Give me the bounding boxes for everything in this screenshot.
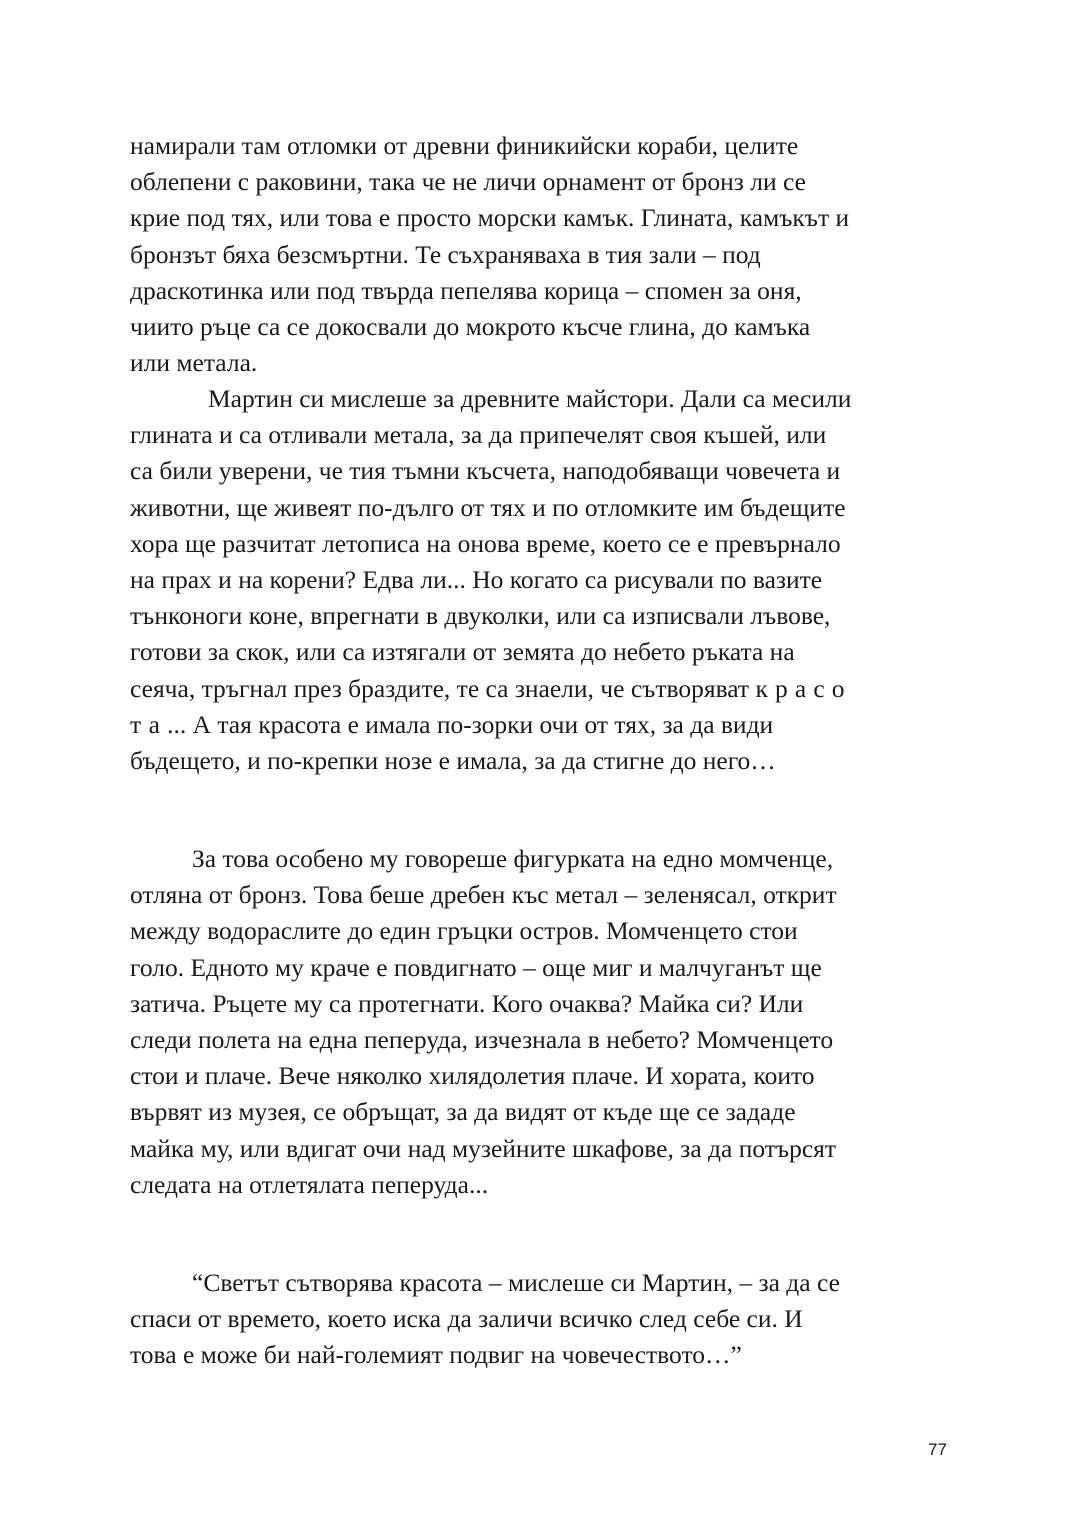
text-line: драскотинка или под твърда пепелява корица – спомен за оня, [130, 275, 802, 305]
text-line: За това особено му говореше фигурката на едно момченце, [192, 844, 834, 873]
text-line: стои и плаче. Вече няколко хилядолетия плаче. И хората, които [130, 1061, 815, 1091]
text-segment: ... А тая красота е имала по-зорки очи от тях, за да види [167, 709, 774, 739]
text-line: вървят из музея, се обръщат, за да видят от къде ще се зададе [130, 1097, 796, 1127]
text-line: тънконоги коне, впрегнати в двуколки, или са изписвали лъвове, [130, 601, 831, 631]
text-line: облепени с раковини, така че не личи орнамент от бронз ли се [130, 167, 806, 197]
text-line [130, 671, 960, 707]
text-line: майка му, или вдигат очи над музейните шкафове, за да потърсят [130, 1133, 837, 1163]
page-number: 77 [928, 1440, 947, 1459]
text-line: животни, ще живеят по-дълго от тях и по отломките им бъдещите [130, 492, 846, 522]
text-segment: сеяча, тръгнал през браздите, те са знаели, че сътворяват [130, 673, 756, 703]
text-line: отляна от бронз. Това беше дребен къс метал – зеленясал, открит [130, 880, 837, 910]
text-line: чиито ръце са се докосвали до мокрото късче глина, до камъка [130, 312, 811, 342]
paragraph-bronze-boy [130, 841, 960, 1203]
text-line: са били уверени, че тия тъмни късчета, наподобяващи човечета и [130, 456, 841, 486]
text-line: “Светът сътворява красота – мислеше си Мартин, – за да се [192, 1268, 840, 1297]
text-line: следата на отлетялата пеперуда... [130, 1169, 489, 1199]
text-line: намирали там отломки от древни финикийски кораби, целите [130, 131, 799, 160]
text-line: хора ще разчитат летописа на онова време, което се е превърнало [130, 528, 841, 558]
text-line [130, 707, 960, 743]
text-line: голо. Едното му краче е повдигнато – още миг и малчуганът ще [130, 952, 822, 982]
text-line: на прах и на корени? Едва ли... Но когато са рисували по вазите [130, 565, 823, 595]
text-line: Мартин си мислеше за древните майстори. Дали са месили [208, 384, 852, 413]
text-line: спаси от времето, което иска да заличи всичко след себе си. И [130, 1304, 803, 1334]
spaced-word: та [130, 709, 168, 739]
text-line: бъдещето, и по-крепки нозе е имала, за да стигне до него… [130, 746, 776, 776]
paragraph-continuation [130, 128, 960, 381]
text-line: това е може би най-големият подвиг на човечеството…” [130, 1340, 742, 1370]
text-line: крие под тях, или това е просто морски камък. Глината, камъкът и [130, 203, 850, 233]
text-line: готови за скок, или са изтягали от земята до небето ръката на [130, 637, 795, 667]
text-line: глината и са отливали метала, за да припечелят своя къшей, или [130, 420, 827, 450]
text-line: следи полета на една пеперуда, изчезнала в небето? Момченцето [130, 1025, 834, 1055]
text-line: затича. Ръцете му са протегнати. Кого очаква? Майка си? Или [130, 988, 804, 1018]
text-line: бронзът бяха безсмъртни. Те съхраняваха в тия зали – под [130, 239, 761, 269]
text-line: или метала. [130, 348, 258, 378]
spaced-word: красо [755, 673, 852, 703]
paragraph-martin-masters [130, 381, 960, 779]
text-line: между водораслите до един гръцки остров. Момченцето стои [130, 916, 798, 946]
paragraph-quote [130, 1265, 960, 1374]
